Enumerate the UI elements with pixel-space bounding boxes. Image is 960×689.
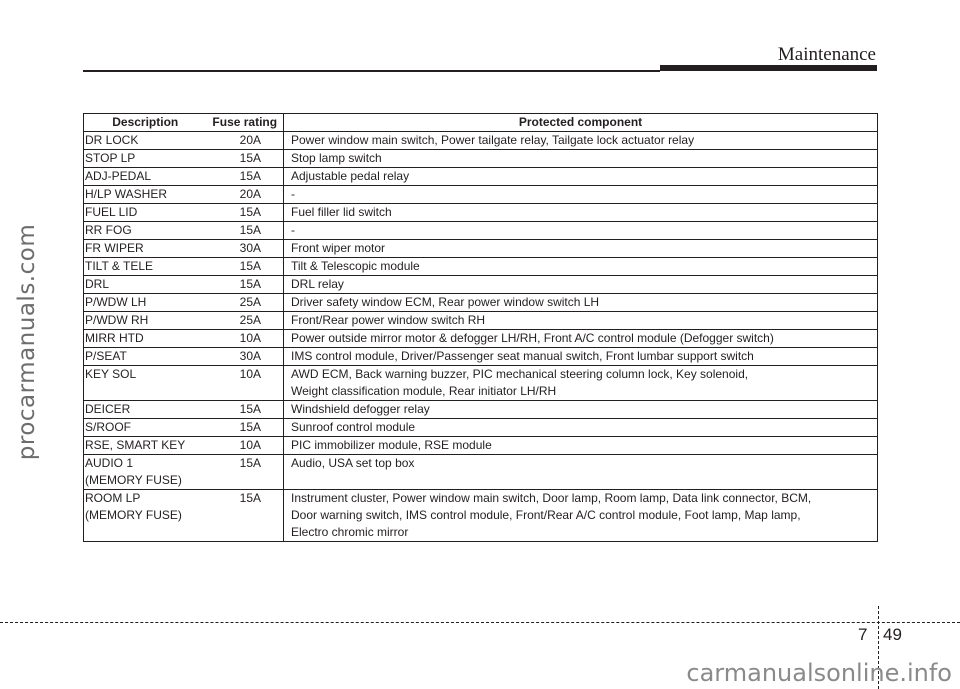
fuse-rating: 20A: [207, 186, 284, 204]
fuse-description: KEY SOL: [84, 366, 207, 401]
table-row: [84, 419, 878, 437]
fuse-rating: 15A: [207, 455, 284, 490]
fuse-description: TILT & TELE: [84, 258, 207, 276]
side-watermark-text: procarmanuals.com: [14, 223, 40, 461]
chapter-number: 7: [858, 625, 868, 644]
table-header-row: [84, 114, 878, 132]
fuse-description: ROOM LP (MEMORY FUSE): [84, 490, 207, 542]
header-description: Description: [84, 114, 207, 132]
protected-component: Power window main switch, Power tailgate relay, Tailgate lock actuator relay: [284, 132, 878, 150]
fuse-description: AUDIO 1 (MEMORY FUSE): [84, 455, 207, 490]
section-title: Maintenance: [777, 44, 876, 65]
protected-component: Front/Rear power window switch RH: [284, 312, 878, 330]
fuse-description: P/WDW LH: [84, 294, 207, 312]
protected-component: Driver safety window ECM, Rear power window switch LH: [284, 294, 878, 312]
fuse-rating: 15A: [207, 276, 284, 294]
bottom-watermark: carmanualsonline.info: [686, 659, 952, 687]
header-rule-thin: [83, 70, 660, 72]
protected-component: Windshield defogger relay: [284, 401, 878, 419]
protected-component: Audio, USA set top box: [284, 455, 878, 490]
fuse-description: H/LP WASHER: [84, 186, 207, 204]
fuse-description: FUEL LID: [84, 204, 207, 222]
protected-component: -: [284, 222, 878, 240]
table-row: [84, 455, 878, 490]
fuse-rating: 30A: [207, 240, 284, 258]
fuse-rating: 15A: [207, 168, 284, 186]
table-row: [84, 294, 878, 312]
fuse-rating: 25A: [207, 312, 284, 330]
fuse-rating: 15A: [207, 419, 284, 437]
fuse-table: [83, 113, 878, 542]
footer-dashed-line: [0, 622, 960, 623]
header-protected-component: Protected component: [284, 114, 878, 132]
fuse-description: RR FOG: [84, 222, 207, 240]
table-row: [84, 186, 878, 204]
fuse-rating: 15A: [207, 222, 284, 240]
fuse-rating: 15A: [207, 150, 284, 168]
fuse-rating: 10A: [207, 366, 284, 401]
table-row: [84, 240, 878, 258]
fuse-description: MIRR HTD: [84, 330, 207, 348]
protected-component: DRL relay: [284, 276, 878, 294]
fuse-description: DEICER: [84, 401, 207, 419]
protected-component: AWD ECM, Back warning buzzer, PIC mechanical steering column lock, Key solenoid, Weight classification module, Rear initiator LH/RH: [284, 366, 878, 401]
side-watermark: [0, 0, 50, 689]
table-row: [84, 204, 878, 222]
table-row: [84, 366, 878, 401]
table-row: [84, 222, 878, 240]
protected-component: IMS control module, Driver/Passenger seat manual switch, Front lumbar support switch: [284, 348, 878, 366]
fuse-rating: 10A: [207, 437, 284, 455]
protected-component: -: [284, 186, 878, 204]
table-body: [84, 132, 878, 542]
protected-component: Power outside mirror motor & defogger LH/RH, Front A/C control module (Defogger switch): [284, 330, 878, 348]
protected-component: Stop lamp switch: [284, 150, 878, 168]
fuse-rating: 10A: [207, 330, 284, 348]
fuse-description: FR WIPER: [84, 240, 207, 258]
fuse-rating: 25A: [207, 294, 284, 312]
fuse-description: DRL: [84, 276, 207, 294]
fuse-description: P/SEAT: [84, 348, 207, 366]
table-row: [84, 401, 878, 419]
fuse-description: P/WDW RH: [84, 312, 207, 330]
fuse-rating: 15A: [207, 258, 284, 276]
table-row: [84, 258, 878, 276]
table-row: [84, 276, 878, 294]
protected-component: Tilt & Telescopic module: [284, 258, 878, 276]
table-row: [84, 312, 878, 330]
page-number: 49: [883, 625, 902, 644]
protected-component: Fuel filler lid switch: [284, 204, 878, 222]
header-rule-thick: [660, 65, 877, 71]
table-row: [84, 150, 878, 168]
table-row: [84, 490, 878, 542]
fuse-description: S/ROOF: [84, 419, 207, 437]
table-row: [84, 168, 878, 186]
fuse-rating: 15A: [207, 490, 284, 542]
fuse-description: DR LOCK: [84, 132, 207, 150]
table-row: [84, 132, 878, 150]
table-row: [84, 348, 878, 366]
protected-component: Instrument cluster, Power window main switch, Door lamp, Room lamp, Data link connector, BCM, Door warning switch, IMS control module, Front/Rear A/C control module, Foot lamp, Map lamp, Electro chromic mirror: [284, 490, 878, 542]
protected-component: Adjustable pedal relay: [284, 168, 878, 186]
protected-component: PIC immobilizer module, RSE module: [284, 437, 878, 455]
table-row: [84, 330, 878, 348]
table-row: [84, 437, 878, 455]
fuse-description: ADJ-PEDAL: [84, 168, 207, 186]
fuse-rating: 15A: [207, 401, 284, 419]
header-fuse-rating: Fuse rating: [207, 114, 284, 132]
fuse-rating: 15A: [207, 204, 284, 222]
fuse-rating: 30A: [207, 348, 284, 366]
protected-component: Front wiper motor: [284, 240, 878, 258]
fuse-description: RSE, SMART KEY: [84, 437, 207, 455]
fuse-description: STOP LP: [84, 150, 207, 168]
protected-component: Sunroof control module: [284, 419, 878, 437]
fuse-rating: 20A: [207, 132, 284, 150]
